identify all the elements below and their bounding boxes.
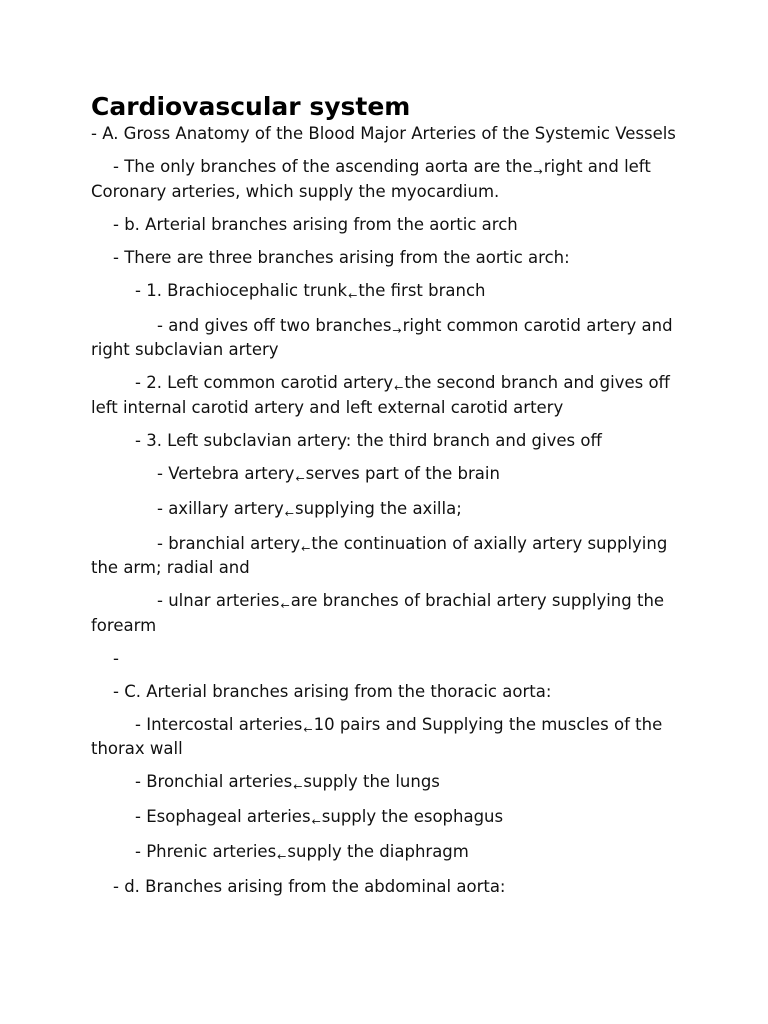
paragraph-text: 10 pairs and Supplying the muscles of the thorax wall — [91, 714, 663, 758]
paragraph-text: - Intercostal arteries — [135, 714, 303, 734]
paragraph — [91, 498, 691, 523]
paragraph-text: right common carotid artery and right subclavian artery — [91, 315, 673, 359]
paragraph-text: - Bronchial arteries — [135, 772, 293, 791]
paragraph — [91, 280, 691, 305]
paragraph — [91, 533, 691, 580]
paragraph-text: the second branch and gives off left internal carotid artery and left external carotid artery — [91, 373, 670, 417]
arrow-glyph: ← — [277, 850, 287, 863]
paragraph-text: - The only branches of the ascending aorta are the — [113, 157, 533, 176]
paragraph-text: - branchial artery — [157, 533, 301, 553]
paragraph — [91, 156, 691, 203]
paragraph-text: - and gives off two branches — [157, 315, 392, 335]
paragraph — [91, 463, 691, 488]
paragraph — [91, 806, 691, 831]
paragraph — [91, 247, 691, 270]
paragraph — [91, 681, 691, 704]
paragraph — [91, 876, 691, 899]
arrow-glyph: → — [392, 323, 402, 337]
paragraph — [91, 214, 691, 237]
arrow-glyph: ← — [295, 471, 305, 485]
arrow-glyph: ← — [303, 722, 313, 736]
paragraph-text: supply the diaphragm — [287, 842, 469, 861]
paragraph — [91, 315, 691, 362]
paragraph-text: supplying the axilla; — [295, 498, 462, 518]
document-page — [91, 91, 691, 909]
arrow-glyph: ← — [301, 541, 311, 555]
paragraph-text: - — [113, 648, 119, 668]
paragraph — [91, 841, 691, 866]
paragraph-text: are branches of brachial artery supplying the forearm — [91, 591, 665, 635]
arrow-glyph: ← — [284, 506, 295, 520]
paragraph-text: the continuation of axially artery supplying the arm; radial and — [91, 533, 668, 577]
paragraph — [91, 372, 691, 419]
paragraph-text: - C. Arterial branches arising from the thoracic aorta: — [113, 681, 552, 701]
paragraph-text: - Phrenic arteries — [135, 842, 277, 861]
paragraph-text: supply the lungs — [303, 772, 440, 791]
paragraph-text: - 3. Left subclavian artery: the third branch and gives off — [135, 430, 602, 450]
paragraph-text: - Esophageal arteries — [135, 807, 311, 826]
paragraph-text: - 2. Left common carotid artery — [135, 373, 394, 392]
arrow-glyph: → — [533, 165, 543, 178]
arrow-glyph: ← — [348, 288, 358, 302]
arrow-glyph: ← — [311, 815, 321, 828]
paragraph-text: - Vertebra artery — [157, 463, 295, 483]
paragraph — [91, 714, 691, 761]
arrow-glyph: ← — [394, 381, 404, 394]
paragraph — [91, 648, 691, 671]
paragraph — [91, 771, 691, 796]
paragraph-text: the first branch — [358, 280, 486, 300]
paragraph — [91, 430, 691, 453]
document-title: Cardiovascular system — [91, 92, 411, 121]
paragraph-text: - 1. Brachiocephalic trunk — [135, 280, 348, 300]
paragraph-text: serves part of the brain — [305, 463, 500, 483]
paragraph-text: - b. Arterial branches arising from the aortic arch — [113, 214, 518, 234]
arrow-glyph: ← — [293, 780, 303, 793]
paragraph-text: - There are three branches arising from the aortic arch: — [113, 247, 570, 267]
paragraph-text: - d. Branches arising from the abdominal aorta: — [113, 877, 506, 896]
paragraph-text: - axillary artery — [157, 498, 284, 518]
paragraph — [91, 590, 691, 637]
paragraph-text: - ulnar arteries — [157, 591, 280, 610]
paragraph-text: supply the esophagus — [321, 807, 504, 826]
paragraph-text: right and left Coronary arteries, which supply the myocardium. — [91, 157, 651, 201]
paragraph — [91, 123, 691, 146]
arrow-glyph: ← — [280, 599, 290, 612]
document-body — [91, 123, 691, 899]
paragraph-text: - A. Gross Anatomy of the Blood Major Arteries of the Systemic Vessels — [91, 124, 676, 143]
